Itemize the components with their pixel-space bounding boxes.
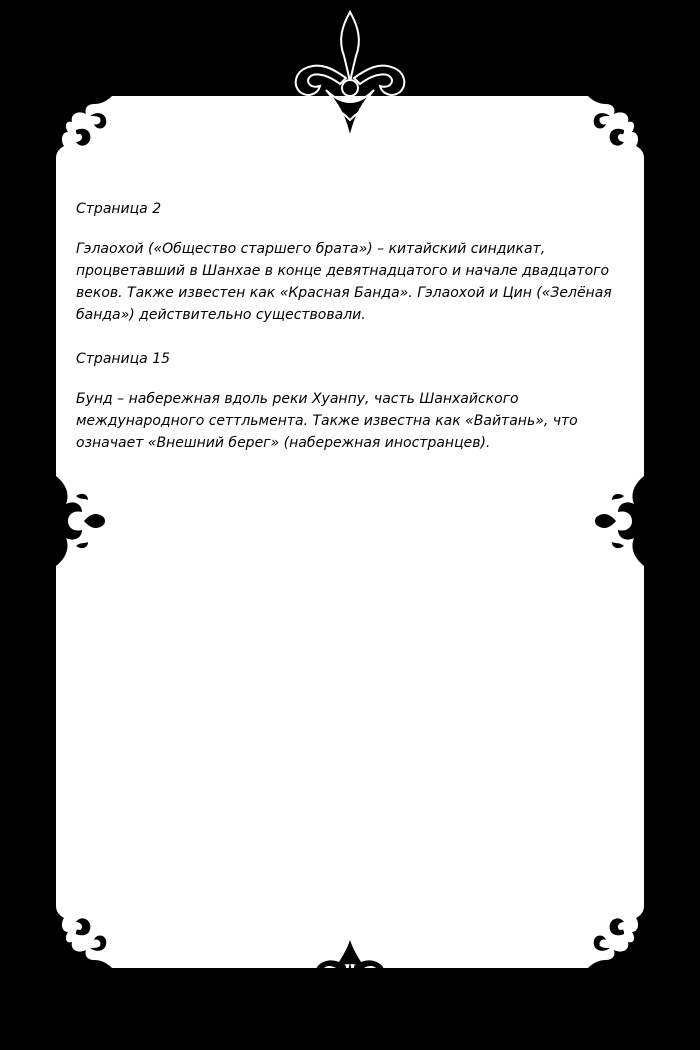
- bottom-right-corner-flourish-ornament: [580, 904, 644, 968]
- note-text: Бунд – набережная вдоль реки Хуанпу, часть Шанхайского международного сеттльмента. Также известна как «Вайтань», что означает «Внешний берег» (набережная иностранцев).: [76, 391, 578, 451]
- right-side-flourish-ornament: [592, 476, 644, 566]
- note-heading: Страница 15: [76, 351, 171, 367]
- bottom-left-corner-flourish-ornament: [56, 904, 120, 968]
- note-text: Гэлаохой («Общество старшего брата») – китайский синдикат, процветавший в Шанхае в конце девятнадцатого и начале двадцатого веков. Также известен как «Красная Банда». Гэлаохой и Цин («Зелёная банда») действительно существовали.: [76, 241, 612, 323]
- note-heading: Страница 2: [76, 201, 162, 217]
- note-block-page-2: [76, 198, 636, 326]
- bottom-fleur-de-lis-ornament: [306, 940, 394, 1016]
- left-side-flourish-ornament: [56, 476, 108, 566]
- note-block-page-15: [76, 348, 636, 454]
- top-left-corner-flourish-ornament: [56, 96, 120, 160]
- top-right-corner-flourish-ornament: [580, 96, 644, 160]
- notes-content: [76, 198, 636, 476]
- top-fleur-de-lis-ornament: [280, 8, 420, 142]
